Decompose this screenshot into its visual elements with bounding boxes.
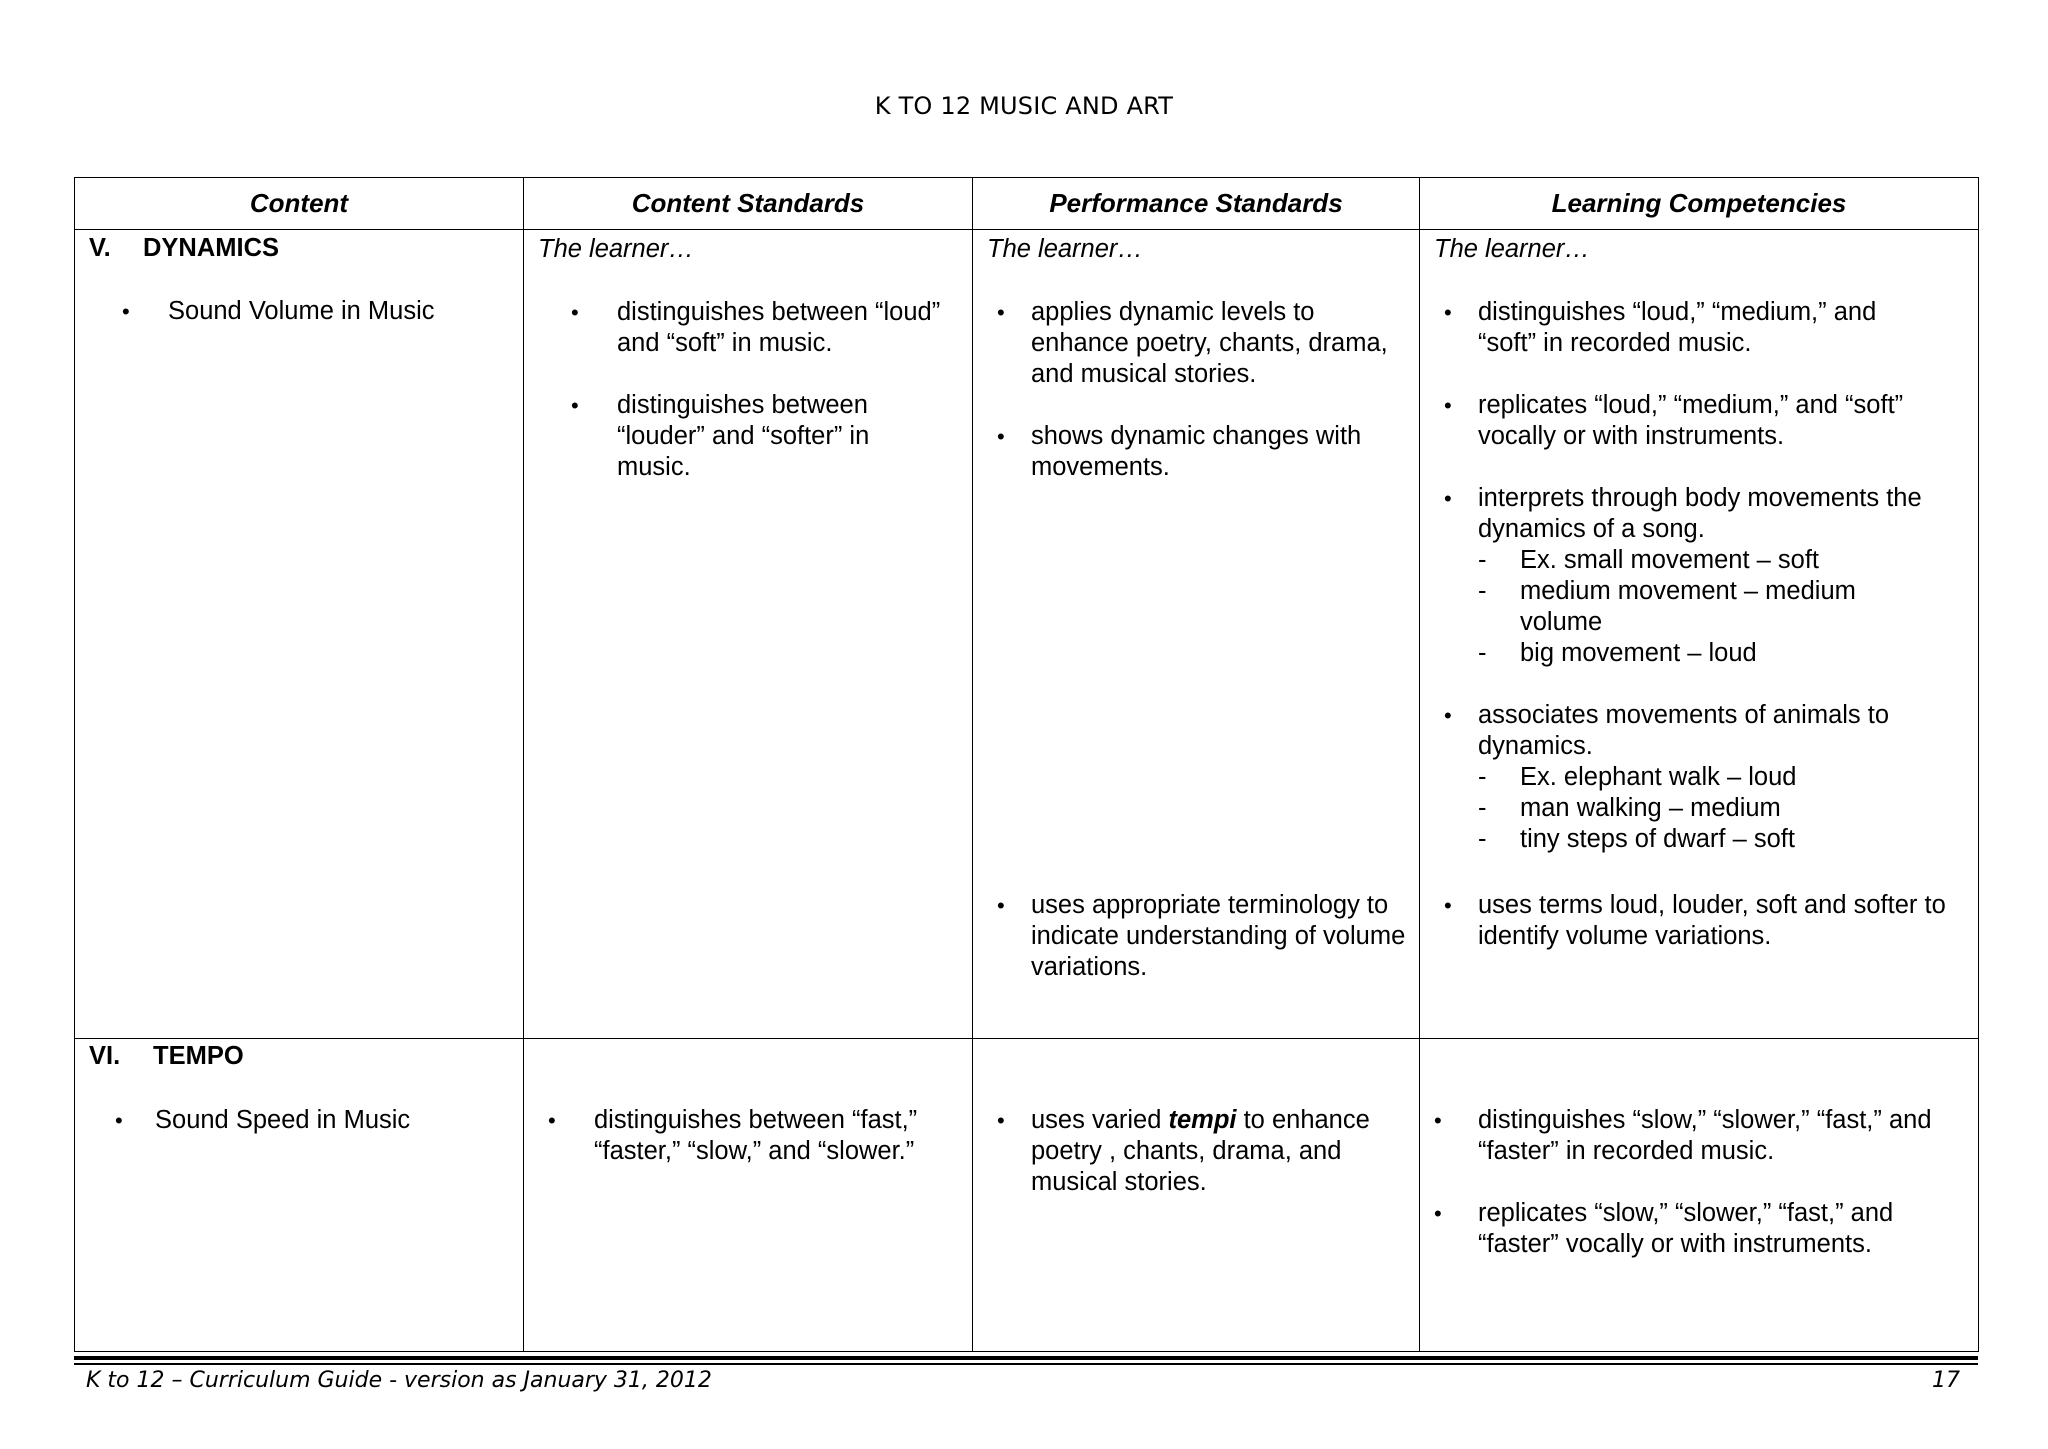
- footer-rule-thin: [74, 1363, 1978, 1365]
- bullet-icon: •: [1434, 1108, 1442, 1133]
- bullet-icon: •: [997, 300, 1005, 325]
- list-item: [75, 296, 523, 327]
- document-title: K TO 12 MUSIC AND ART: [874, 92, 1174, 120]
- sub-item-text: big movement – loud: [1520, 639, 1757, 667]
- dash-marker: -: [1478, 825, 1487, 853]
- topic-label: Sound Speed in Music: [155, 1106, 411, 1134]
- column-header-learning-competencies: Learning Competencies: [1420, 178, 1979, 230]
- bullet-icon: •: [1444, 893, 1452, 918]
- competency-text: replicates “slow,” “slower,” “fast,” and “faster” vocally or with instruments.: [1478, 1199, 1894, 1258]
- standard-text: applies dynamic levels to enhance poetry, chants, drama, and musical stories.: [1031, 298, 1388, 388]
- table-header-row: [75, 178, 1979, 230]
- section-number: V.: [89, 234, 111, 262]
- bullet-icon: •: [122, 299, 130, 324]
- cell-performance-standards-dynamics: [973, 230, 1420, 1039]
- cell-performance-standards-tempo: [973, 1039, 1420, 1352]
- list-item: [524, 390, 972, 483]
- cell-content-dynamics: [75, 230, 524, 1039]
- column-header-content: Content: [75, 178, 524, 230]
- competency-text: distinguishes “loud,” “medium,” and “soft” in recorded music.: [1478, 298, 1877, 357]
- sub-list-item: [1420, 545, 1978, 576]
- list-item: [1420, 890, 1978, 952]
- bullet-icon: •: [1444, 393, 1452, 418]
- list-item: [524, 297, 972, 359]
- standard-text-emphasis: tempi: [1168, 1106, 1237, 1134]
- standard-text: distinguishes between “fast,” “faster,” “slow,” and “slower.”: [594, 1106, 918, 1165]
- curriculum-table: [74, 177, 1979, 1352]
- standard-text-start: uses varied: [1031, 1106, 1169, 1134]
- section-title: TEMPO: [153, 1042, 244, 1070]
- dash-marker: -: [1478, 577, 1487, 605]
- list-item: [1420, 483, 1978, 545]
- table-row-dynamics: [75, 230, 1979, 1039]
- dash-marker: -: [1478, 639, 1487, 667]
- standard-text: uses appropriate terminology to indicate understanding of volume variations.: [1031, 891, 1406, 981]
- bullet-icon: •: [1444, 486, 1452, 511]
- dash-marker: -: [1478, 546, 1487, 574]
- bullet-icon: •: [1444, 300, 1452, 325]
- bullet-icon: •: [115, 1108, 123, 1133]
- section-number: VI.: [89, 1042, 121, 1070]
- sub-list-item: [1420, 762, 1978, 793]
- bullet-icon: •: [997, 424, 1005, 449]
- sub-item-text: tiny steps of dwarf – soft: [1520, 825, 1795, 853]
- list-item: [1420, 1198, 1978, 1260]
- sub-list-item: [1420, 793, 1978, 824]
- cell-content-standards-dynamics: [524, 230, 973, 1039]
- bullet-icon: •: [548, 1108, 556, 1133]
- section-heading-dynamics: [75, 233, 523, 264]
- sub-list-item: [1420, 638, 1978, 669]
- dash-marker: -: [1478, 763, 1487, 791]
- bullet-icon: •: [571, 393, 579, 418]
- learner-intro: The learner…: [538, 235, 694, 263]
- competency-text: associates movements of animals to dynamics.: [1478, 701, 1890, 760]
- table-row-tempo: [75, 1039, 1979, 1352]
- cell-learning-competencies-dynamics: [1420, 230, 1979, 1039]
- bullet-icon: •: [1434, 1201, 1442, 1226]
- learner-intro: The learner…: [1434, 235, 1590, 263]
- sub-item-text: medium movement – medium volume: [1520, 577, 1856, 636]
- sub-list-item: [1420, 576, 1978, 638]
- standard-text: shows dynamic changes with movements.: [1031, 422, 1362, 481]
- cell-content-standards-tempo: [524, 1039, 973, 1352]
- list-item: [1420, 1105, 1978, 1167]
- competency-text: interprets through body movements the dynamics of a song.: [1478, 484, 1922, 543]
- sub-item-text: man walking – medium: [1520, 794, 1781, 822]
- standard-text: distinguishes between “loud” and “soft” in music.: [617, 298, 941, 357]
- column-header-performance-standards: Performance Standards: [973, 178, 1420, 230]
- learner-intro: The learner…: [987, 235, 1143, 263]
- dash-marker: -: [1478, 794, 1487, 822]
- list-item: [973, 421, 1419, 483]
- bullet-icon: •: [571, 300, 579, 325]
- standard-text-end: to enhance poetry , chants, drama, and musical stories.: [1031, 1106, 1370, 1196]
- bullet-icon: •: [997, 1108, 1005, 1133]
- competency-text: distinguishes “slow,” “slower,” “fast,” and “faster” in recorded music.: [1478, 1106, 1932, 1165]
- sub-list-item: [1420, 824, 1978, 855]
- list-item: [1420, 700, 1978, 762]
- standard-text: distinguishes between “louder” and “softer” in music.: [617, 391, 870, 481]
- sub-item-text: Ex. elephant walk – loud: [1520, 763, 1797, 791]
- list-item: [75, 1105, 523, 1136]
- footer-page-number: 17: [1932, 1368, 1960, 1393]
- competency-text: replicates “loud,” “medium,” and “soft” vocally or with instruments.: [1478, 391, 1904, 450]
- section-title: DYNAMICS: [143, 234, 280, 262]
- list-item: [1420, 297, 1978, 359]
- cell-content-tempo: [75, 1039, 524, 1352]
- footer-document-version: K to 12 – Curriculum Guide - version as January 31, 2012: [86, 1368, 712, 1393]
- topic-label: Sound Volume in Music: [168, 297, 435, 325]
- column-header-content-standards: Content Standards: [524, 178, 973, 230]
- list-item: [524, 1105, 972, 1167]
- list-item: [973, 1105, 1419, 1198]
- list-item: [973, 297, 1419, 390]
- cell-learning-competencies-tempo: [1420, 1039, 1979, 1352]
- competency-text: uses terms loud, louder, soft and softer to identify volume variations.: [1478, 891, 1946, 950]
- bullet-icon: •: [1444, 703, 1452, 728]
- footer-rule-thick: [74, 1356, 1978, 1360]
- sub-item-text: Ex. small movement – soft: [1520, 546, 1820, 574]
- section-heading-tempo: [75, 1041, 523, 1072]
- list-item: [973, 890, 1419, 983]
- list-item: [1420, 390, 1978, 452]
- bullet-icon: •: [997, 893, 1005, 918]
